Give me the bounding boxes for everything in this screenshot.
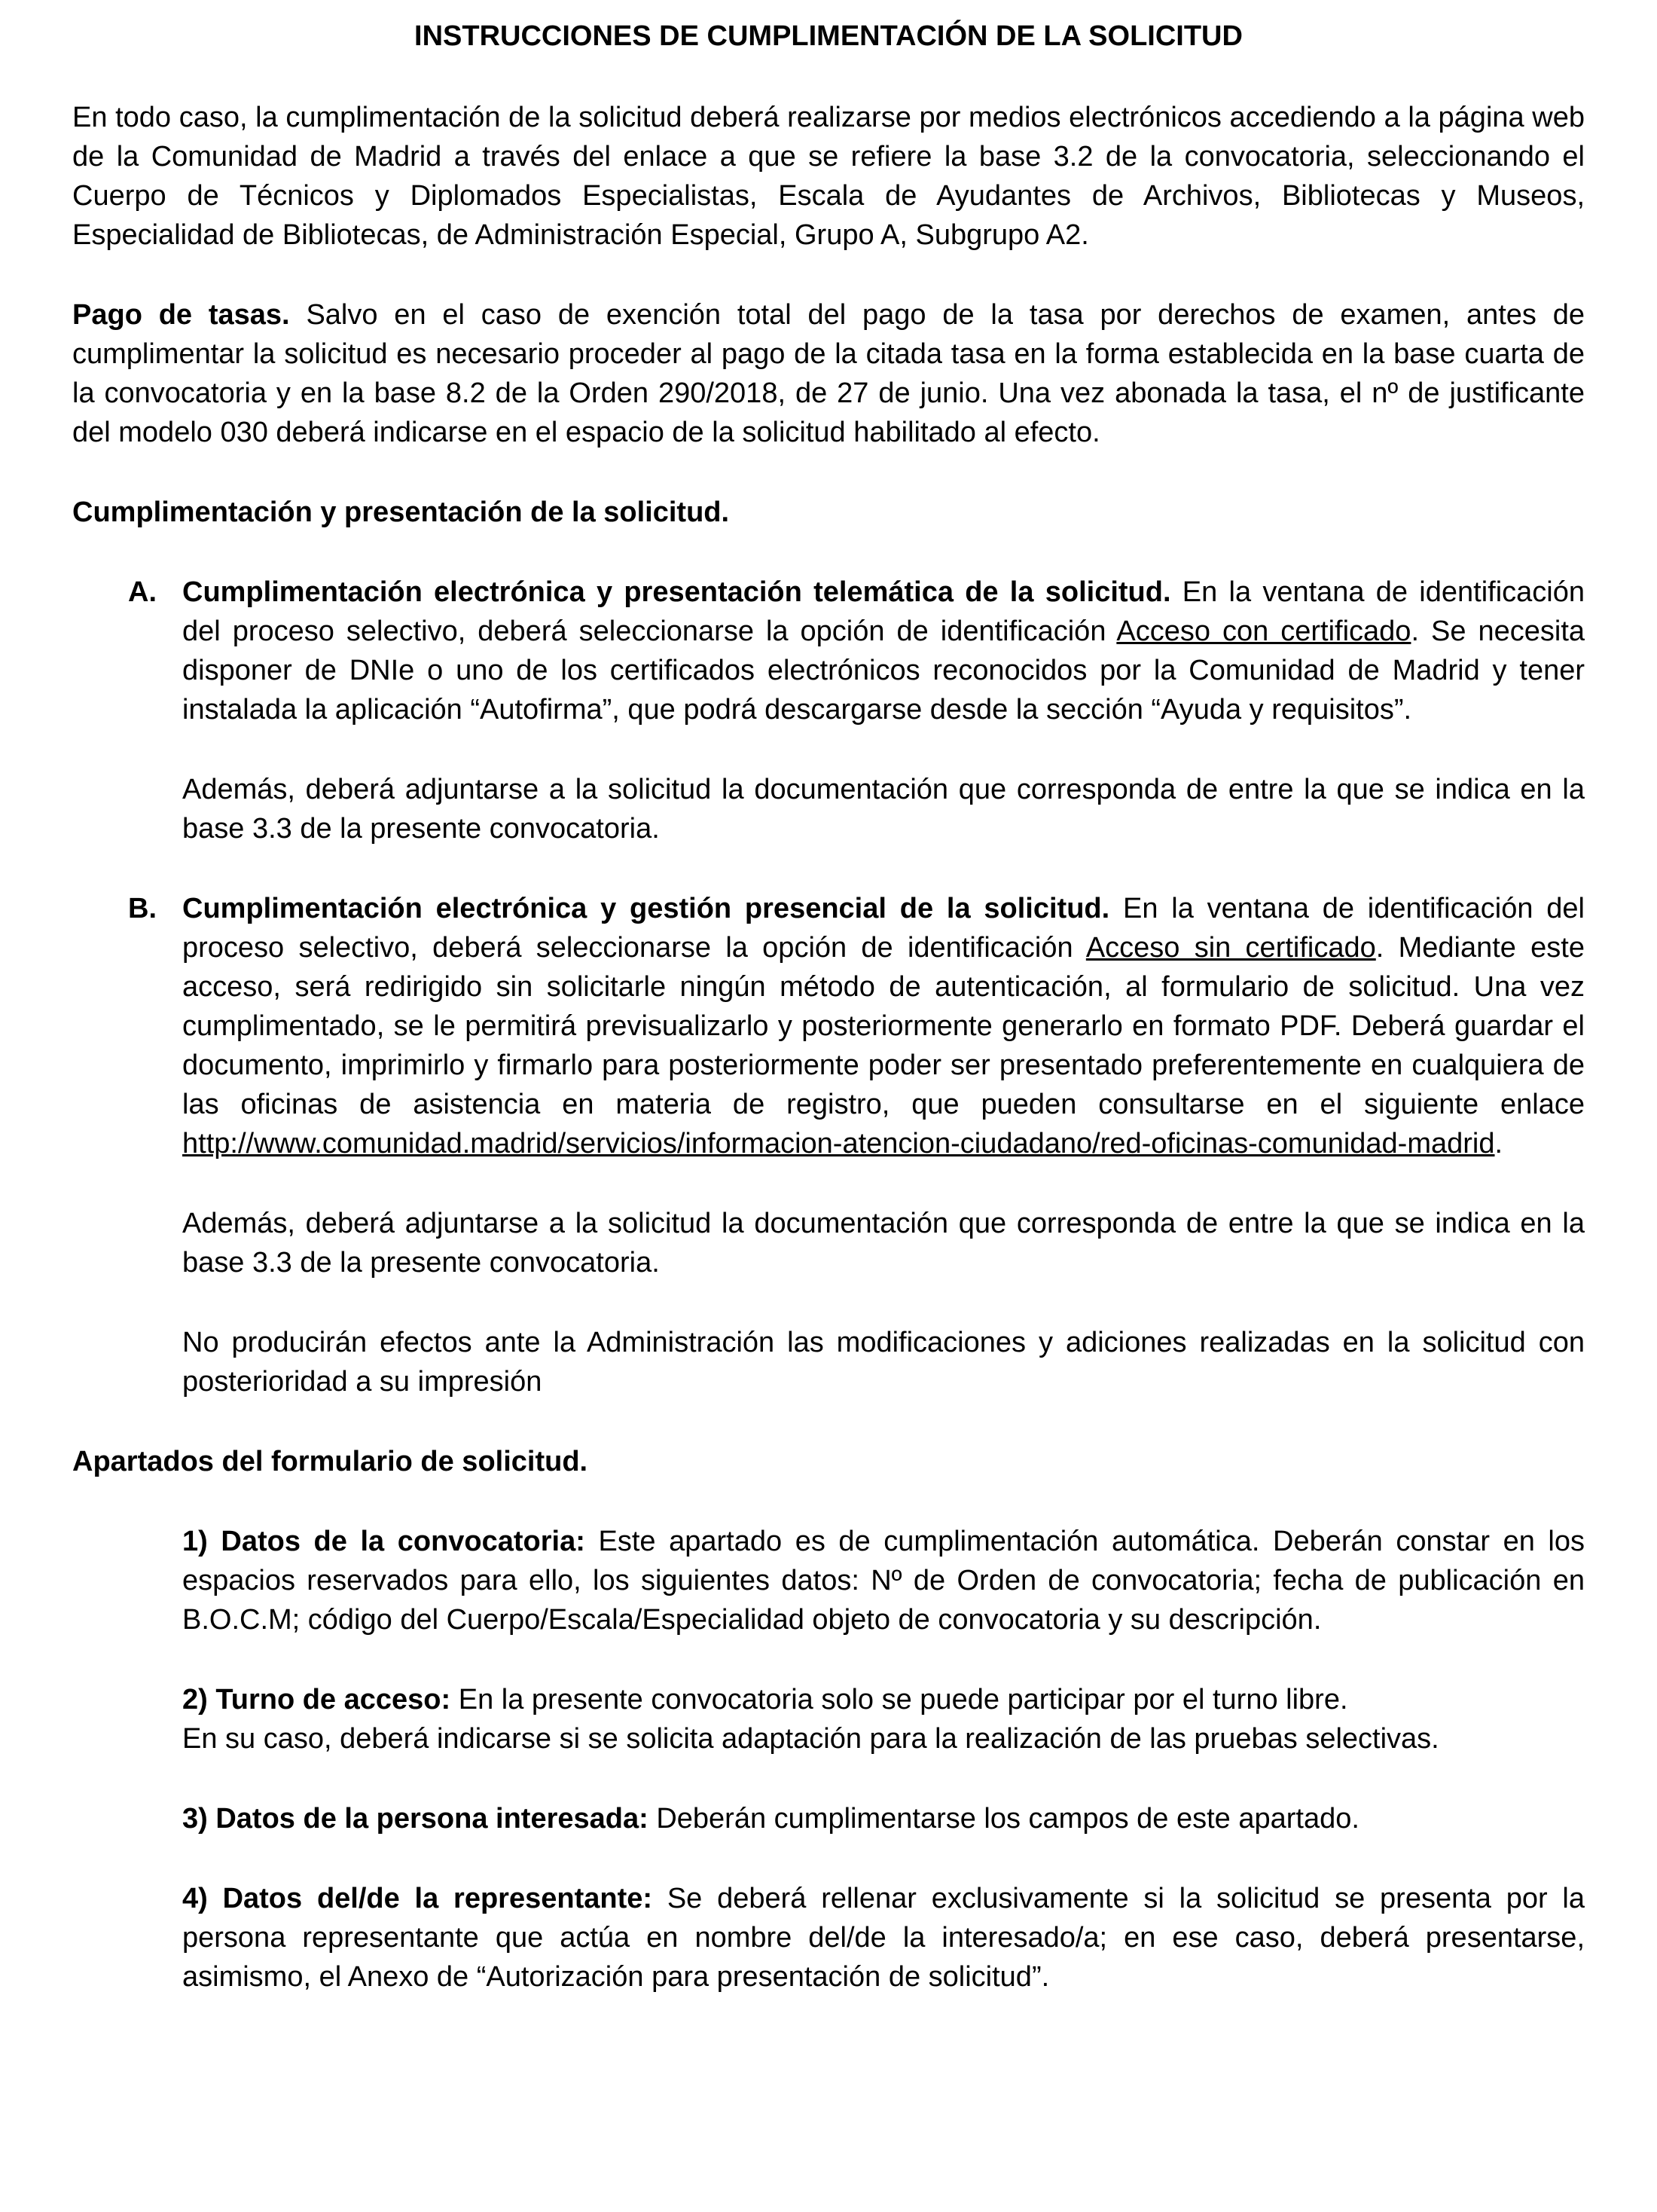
offices-url-link[interactable]: http://www.comunidad.madrid/servicios/informacion-atencion-ciudadano/red-oficinas-comunidad-madrid <box>182 1128 1495 1159</box>
list-item-b-body <box>182 889 1585 1163</box>
list-item-a-body <box>182 573 1585 729</box>
list-item-b-marker: B. <box>128 893 157 924</box>
section-heading-form-sections: Apartados del formulario de solicitud. <box>72 1446 588 1477</box>
form-item-4-lead: 4) Datos del/de la representante: <box>182 1883 667 1914</box>
form-item-1-body: Este apartado es de cumplimentación automática. Deberán constar en los espacios reservados para ello, los siguientes datos: Nº de Orden de convocatoria; fecha de publicación en B.O.C.M; código del Cuerpo/Escala/Especialidad objeto de convocatoria y su descripción. <box>182 1526 1585 1636</box>
form-item-3-body: Deberán cumplimentarse los campos de este apartado. <box>656 1803 1359 1835</box>
form-item-1 <box>182 1522 1585 1639</box>
form-item-2-body2: En su caso, deberá indicarse si se solicita adaptación para la realización de las pruebas selectivas. <box>182 1723 1439 1755</box>
item-b-text2: . Mediante este acceso, será redirigido sin solicitarle ningún método de autenticación, al formulario de solicitud. Una vez cumplimentado, se le permitirá previsualizarlo y posteriormente generarlo en formato PDF. Deberá guardar el documento, imprimirlo y firmarlo para posteriormente poder ser presentado preferentemente en cualquiera de las oficinas de asistencia en materia de registro, que pueden consultarse en el siguiente enlace <box>182 932 1585 1120</box>
item-a-access-option: Acceso con certificado <box>1116 616 1411 647</box>
section-heading-completion: Cumplimentación y presentación de la solicitud. <box>72 496 730 528</box>
item-a-text2: . Se necesita disponer de DNIe o uno de los certificados electrónicos reconocidos por la Comunidad de Madrid y tener instalada la aplicación “Autofirma”, que podrá descargarse desde la sección “Ayuda y requisitos”. <box>182 616 1585 726</box>
form-item-4-body: Se deberá rellenar exclusivamente si la solicitud se presenta por la persona representante que actúa en nombre del/de la interesado/a; en ese caso, deberá presentarse, asimismo, el Anexo de “Autorización para presentación de solicitud”. <box>182 1883 1585 1993</box>
document-title: INSTRUCCIONES DE CUMPLIMENTACIÓN DE LA SOLICITUD <box>414 20 1243 52</box>
fees-lead: Pago de tasas. <box>72 299 307 331</box>
item-b-text3: . <box>1494 1128 1503 1159</box>
item-a-note: Además, deberá adjuntarse a la solicitud la documentación que corresponda de entre la que se indica en la base 3.3 de la presente convocatoria. <box>182 774 1585 845</box>
paragraph-intro: En todo caso, la cumplimentación de la solicitud deberá realizarse por medios electrónicos accediendo a la página web de la Comunidad de Madrid a través del enlace a que se refiere la base 3.2 de la convocatoria, seleccionando el Cuerpo de Técnicos y Diplomados Especialistas, Escala de Ayudantes de Archivos, Bibliotecas y Museos, Especialidad de Bibliotecas, de Administración Especial, Grupo A, Subgrupo A2. <box>72 102 1585 251</box>
list-item-a <box>128 573 1585 729</box>
fees-body: Salvo en el caso de exención total del pago de la tasa por derechos de examen, antes de cumplimentar la solicitud es necesario proceder al pago de la citada tasa en la forma establecida en la base cuarta de la convocatoria y en la base 8.2 de la Orden 290/2018, de 27 de junio. Una vez abonada la tasa, el nº de justificante del modelo 030 deberá indicarse en el espacio de la solicitud habilitado al efecto. <box>72 299 1585 448</box>
item-a-lead: Cumplimentación electrónica y presentación telemática de la solicitud. <box>182 576 1182 608</box>
item-b-lead: Cumplimentación electrónica y gestión presencial de la solicitud. <box>182 893 1123 924</box>
form-item-3-lead: 3) Datos de la persona interesada: <box>182 1803 657 1835</box>
list-item-b <box>128 889 1585 1163</box>
paragraph-fees <box>72 295 1585 452</box>
form-item-2 <box>182 1680 1585 1758</box>
form-item-4 <box>182 1879 1585 1997</box>
item-b-text1: En la ventana de identificación del proceso selectivo, deberá seleccionarse la opción de identificación <box>182 893 1585 964</box>
list-item-a-marker: A. <box>128 576 157 608</box>
item-b-note: Además, deberá adjuntarse a la solicitud la documentación que corresponda de entre la que se indica en la base 3.3 de la presente convocatoria. <box>182 1208 1585 1279</box>
form-item-3 <box>182 1799 1585 1838</box>
item-b-access-option: Acceso sin certificado <box>1085 932 1376 964</box>
paragraph-no-effects: No producirán efectos ante la Administración las modificaciones y adiciones realizadas en la solicitud con posterioridad a su impresión <box>182 1327 1585 1398</box>
item-a-text1: En la ventana de identificación del proceso selectivo, deberá seleccionarse la opción de identificación <box>182 576 1585 647</box>
form-item-2-body: En la presente convocatoria solo se puede participar por el turno libre. <box>458 1684 1348 1716</box>
form-item-2-lead: 2) Turno de acceso: <box>182 1684 459 1716</box>
form-item-1-lead: 1) Datos de la convocatoria: <box>182 1526 599 1557</box>
